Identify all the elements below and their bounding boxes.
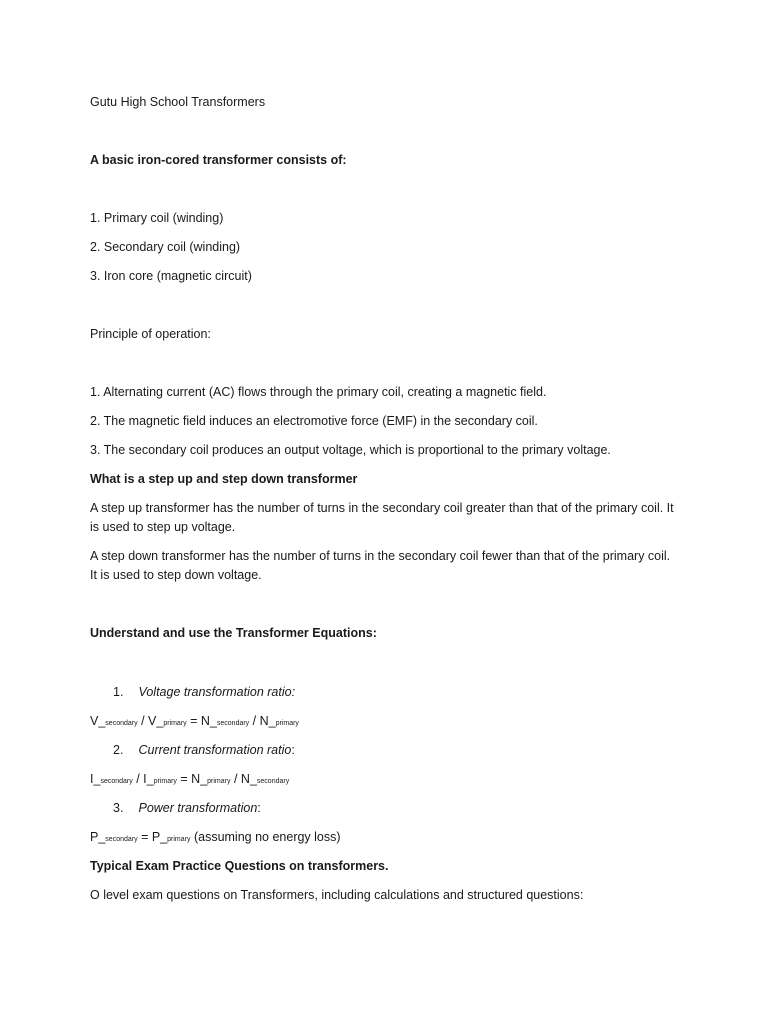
equation-2-label-row bbox=[113, 742, 295, 758]
eq-subscript: primary bbox=[207, 778, 231, 785]
equation-3-label-row bbox=[113, 800, 261, 816]
eq-subscript: secondary bbox=[216, 720, 250, 727]
principle-item: 3. The secondary coil produces an output voltage, which is proportional to the primary voltage. bbox=[90, 443, 611, 457]
eq-text: V_ bbox=[90, 714, 106, 728]
eq-text: / V_ bbox=[137, 714, 164, 728]
part-item: 2. Secondary coil (winding) bbox=[90, 240, 241, 254]
eq-subscript: primary bbox=[153, 778, 177, 785]
equation-3-label: Power transformation bbox=[138, 801, 258, 815]
eq-text: (assuming no energy loss) bbox=[190, 830, 341, 844]
equation-2-number: 2. bbox=[113, 743, 124, 757]
stepdown-paragraph: A step down transformer has the number of turns in the secondary coil fewer than that of the primary coil. It is used to step down voltage. bbox=[90, 549, 671, 582]
equation-3-number: 3. bbox=[113, 801, 124, 815]
equation-2-label: Current transformation ratio bbox=[138, 743, 292, 757]
equation-1-label-row bbox=[113, 684, 295, 700]
equations-heading: Understand and use the Transformer Equations: bbox=[90, 626, 377, 640]
eq-text: = N_ bbox=[176, 772, 208, 786]
principle-label: Principle of operation: bbox=[90, 327, 211, 341]
equation-1-number: 1. bbox=[113, 685, 124, 699]
eq-subscript: primary bbox=[167, 836, 191, 843]
part-item: 1. Primary coil (winding) bbox=[90, 211, 224, 225]
eq-text: / N_ bbox=[230, 772, 257, 786]
stepup-paragraph: A step up transformer has the number of turns in the secondary coil greater than that of the primary coil. It is used to step up voltage. bbox=[90, 501, 674, 534]
eq-text: = P_ bbox=[137, 830, 168, 844]
document-title: Gutu High School Transformers bbox=[90, 95, 266, 109]
eq-subscript: primary bbox=[275, 720, 299, 727]
eq-subscript: secondary bbox=[105, 836, 138, 843]
exam-text: O level exam questions on Transformers, including calculations and structured questions: bbox=[90, 888, 584, 902]
equation-1-label: Voltage transformation ratio: bbox=[138, 685, 296, 699]
eq-text: / N_ bbox=[249, 714, 276, 728]
equation-3 bbox=[90, 829, 341, 848]
equation-2 bbox=[90, 771, 289, 790]
stepup-heading: What is a step up and step down transformer bbox=[90, 472, 358, 486]
principle-item: 1. Alternating current (AC) flows through the primary coil, creating a magnetic field. bbox=[90, 385, 547, 399]
equation-2-colon: : bbox=[291, 743, 295, 757]
equation-3-colon: : bbox=[257, 801, 261, 815]
eq-subscript: secondary bbox=[256, 778, 290, 785]
eq-subscript: secondary bbox=[100, 778, 133, 785]
eq-text: I_ bbox=[90, 772, 101, 786]
eq-text: / I_ bbox=[132, 772, 154, 786]
equation-1 bbox=[90, 713, 299, 732]
eq-subscript: primary bbox=[163, 720, 187, 727]
eq-subscript: secondary bbox=[105, 720, 138, 727]
consists-heading: A basic iron-cored transformer consists of: bbox=[90, 153, 347, 167]
part-item: 3. Iron core (magnetic circuit) bbox=[90, 269, 252, 283]
exam-heading: Typical Exam Practice Questions on transformers. bbox=[90, 859, 389, 873]
eq-text: = N_ bbox=[186, 714, 217, 728]
principle-item: 2. The magnetic field induces an electromotive force (EMF) in the secondary coil. bbox=[90, 414, 538, 428]
eq-text: P_ bbox=[90, 830, 106, 844]
